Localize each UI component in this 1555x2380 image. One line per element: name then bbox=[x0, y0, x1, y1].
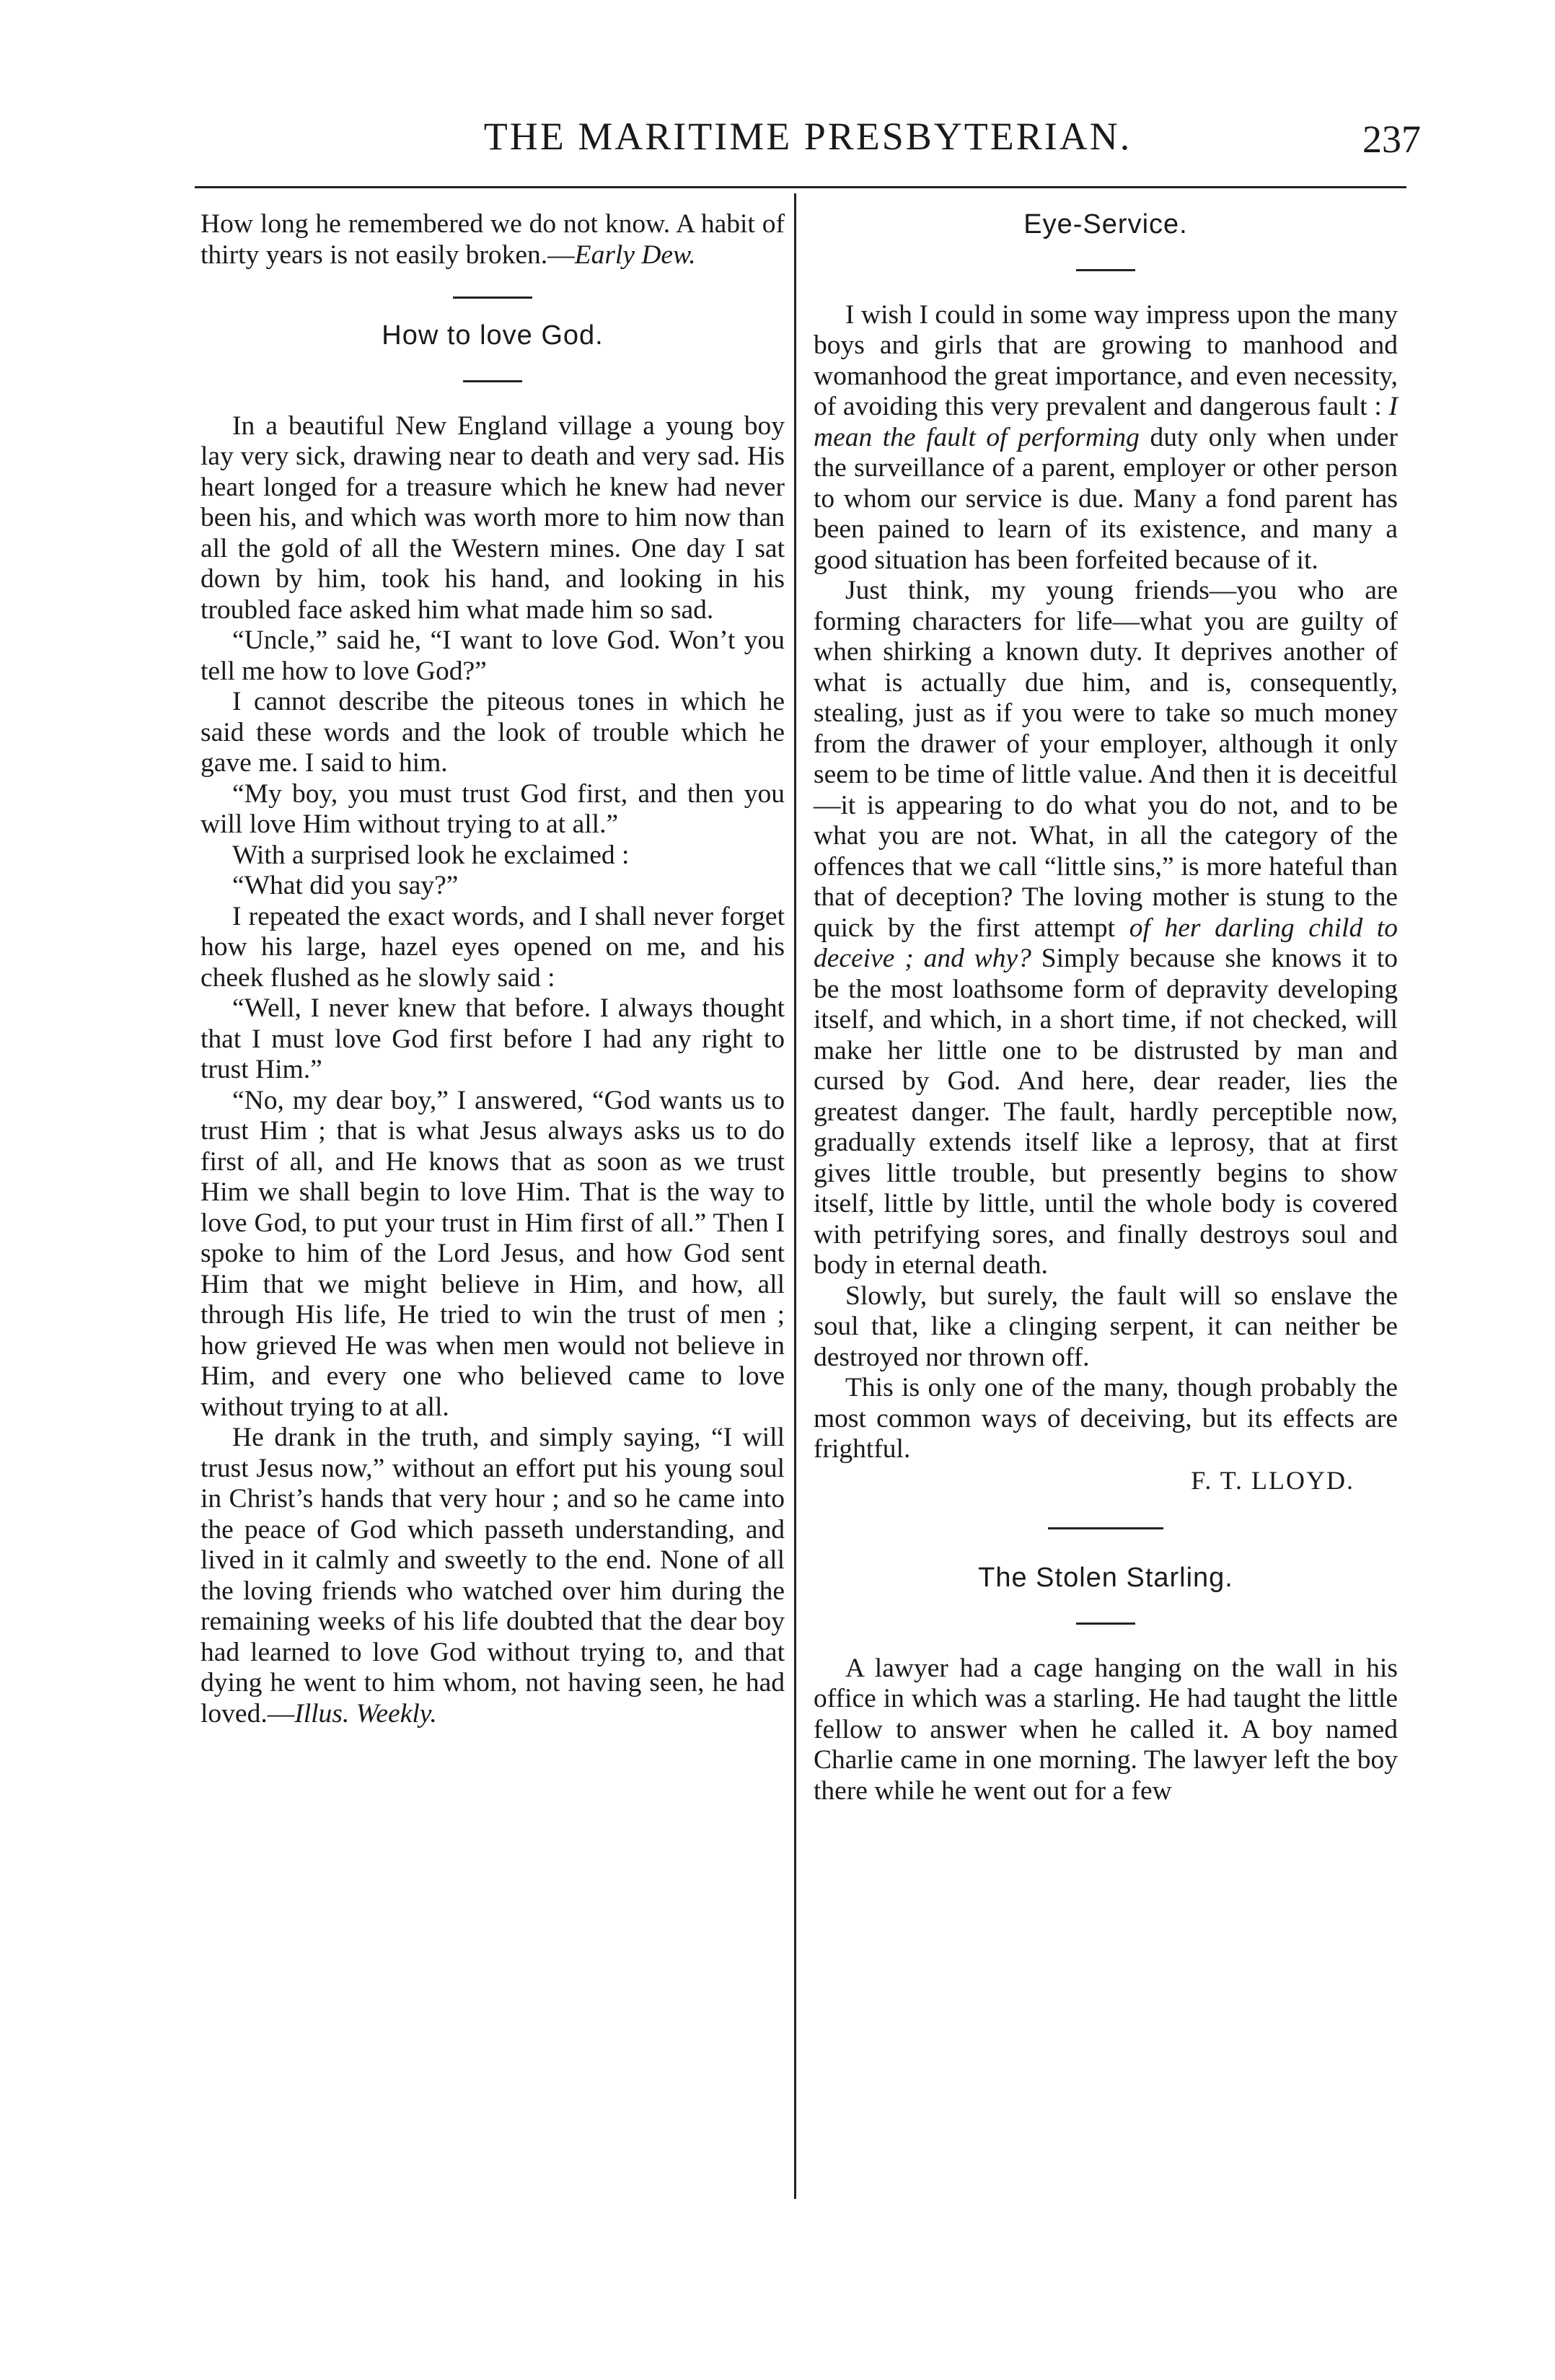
column-divider bbox=[794, 193, 796, 2199]
page-number: 237 bbox=[1362, 118, 1421, 161]
body-paragraph: “My boy, you must trust God first, and then you will love Him without trying to at all.” bbox=[201, 778, 785, 839]
paragraph-text: I wish I could in some way impress upon the many boys and girls that are growing to manhood and womanhood the great importance, and even necessity, of avoiding this very prevalent and dangerous fault : bbox=[814, 299, 1398, 421]
article-title-how-to-love-god: How to love God. bbox=[382, 320, 604, 351]
article-title-eye-service: Eye-Service. bbox=[1023, 209, 1188, 240]
body-paragraph: Slowly, but surely, the fault will so enslave the soul that, like a clinging serpent, it can neither be destroyed nor thrown off. bbox=[814, 1281, 1398, 1372]
title-rule bbox=[1076, 269, 1135, 271]
paragraph-text: Simply because she knows it to be the most loathsome form of depravity developing itself, and which, in a short time, if not checked, will make her little one to be distrusted by man and cursed by God. And here, dear reader, lies the greatest danger. The fault, hardly perceptible now, gradually extends itself like a leprosy, that at first gives little trouble, but presently begins to show itself, little by little, until the whole body is covered with petrifying sores, and finally destroys soul and body in eternal death. bbox=[814, 944, 1398, 1280]
final-paragraph-text: He drank in the truth, and simply saying, “I will trust Jesus now,” without an effort put his young soul in Christ’s hands that very hour ; and so he came into the peace of God which passeth understanding, and lived in it calmly and sweetly to the end. None of all the loving friends who watched over him during the remaining weeks of his life doubted that the dear boy had learned to love God without trying to, and that dying he went to him whom, not having seen, he had loved. bbox=[201, 1423, 785, 1729]
body-paragraph: “What did you say?” bbox=[232, 871, 459, 900]
author-signature: F. T. LLOYD. bbox=[1191, 1465, 1354, 1495]
body-paragraph bbox=[814, 576, 1398, 1281]
body-paragraph: “Uncle,” said he, “I want to love God. Won’t you tell me how to love God?” bbox=[201, 625, 785, 686]
section-rule bbox=[1048, 1527, 1163, 1529]
continuation-text: How long he remembered we do not know. A habit of thirty years is not easily broken. bbox=[201, 209, 785, 270]
paragraph-text: Just think, my young friends—you who are forming characters for life—what you are guilty of when shirking a known duty. It deprives another of what is actually due him, and is, consequently, stealing, just as if you were to take so much money from the drawer of your employer, although it only seem to be time of little value. And then it is deceitful—it is appearing to do what you do not, and to be what you are not. What, in all the category of the offences that we call “little sins,” is more hateful than that of deception? The loving mother is stung to the quick by the first attempt bbox=[814, 576, 1398, 943]
body-paragraph: A lawyer had a cage hanging on the wall in his office in which was a starling. He had taught the little fellow to answer when he called it. A boy named Charlie came in one morning. The lawyer left the boy there while he went out for a few bbox=[814, 1653, 1398, 1806]
body-paragraph bbox=[814, 300, 1398, 576]
title-rule bbox=[1076, 1622, 1135, 1625]
body-paragraph: With a surprised look he exclaimed : bbox=[232, 840, 630, 870]
section-rule bbox=[453, 297, 532, 299]
title-rule bbox=[463, 380, 522, 382]
right-column bbox=[814, 209, 1398, 1806]
header-rule bbox=[195, 186, 1406, 188]
paragraph-text: duty only when under the surveillance of a parent, employer or other person to whom our service is due. Many a fond parent has been pained to learn of its existence, and many a good situation has been forfeited because of it. bbox=[814, 422, 1398, 575]
page-header bbox=[195, 114, 1421, 164]
left-column bbox=[201, 209, 785, 1729]
running-title: THE MARITIME PRESBYTERIAN. bbox=[483, 115, 1132, 158]
body-paragraph: I repeated the exact words, and I shall never forget how his large, hazel eyes opened on me, and his cheek flushed as he slowly said : bbox=[201, 901, 785, 993]
body-paragraph: I cannot describe the piteous tones in which he said these words and the look of trouble which he gave me. I said to him. bbox=[201, 687, 785, 778]
closing-source: Illus. Weekly. bbox=[294, 1698, 437, 1729]
body-paragraph: “No, my dear boy,” I answered, “God wants us to trust Him ; that is what Jesus always asks us to do first of all, and He knows that as soon as we trust Him we shall begin to love Him. That is the way to love God, to put your trust in Him first of all.” Then I spoke to him of the Lord Jesus, and how God sent Him that we might believe in Him, and how, all through His life, He tried to win the trust of men ; how grieved He was when men would not believe in Him, and every one who believed came to love without trying to at all. bbox=[201, 1085, 785, 1422]
article-title-stolen-starling: The Stolen Starling. bbox=[978, 1563, 1233, 1593]
body-paragraph: “Well, I never knew that before. I always thought that I must love God first before I had any right to trust Him.” bbox=[201, 993, 785, 1084]
body-paragraph: This is only one of the many, though probably the most common ways of deceiving, but its effects are frightful. bbox=[814, 1373, 1398, 1464]
continuation-source: Early Dew. bbox=[574, 240, 696, 270]
body-paragraph-final: He drank in the truth, and simply saying, “I will trust Jesus now,” without an effort put his young soul in Christ’s hands that very hour ; and so he came into the peace of God which passeth understanding, and lived in it calmly and sweetly to the end. None of all the loving friends who watched over him during the remaining weeks of his life doubted that the dear boy had learned to love God without trying to, and that dying he went to him whom, not having seen, he had loved.—Illus. Weekly. bbox=[201, 1423, 785, 1729]
continuation-paragraph: How long he remembered we do not know. A habit of thirty years is not easily broken.—Early Dew. bbox=[201, 209, 785, 270]
italic-text: of her darling child to deceive ; and why? bbox=[814, 913, 1398, 973]
italic-text: I mean the fault of performing bbox=[814, 392, 1398, 452]
body-paragraph: In a beautiful New England village a young boy lay very sick, drawing near to death and very sad. His heart longed for a treasure which he knew had never been his, and which was worth more to him now than all the gold of all the Western mines. One day I sat down by him, took his hand, and looking in his troubled face asked him what made him so sad. bbox=[201, 410, 785, 625]
